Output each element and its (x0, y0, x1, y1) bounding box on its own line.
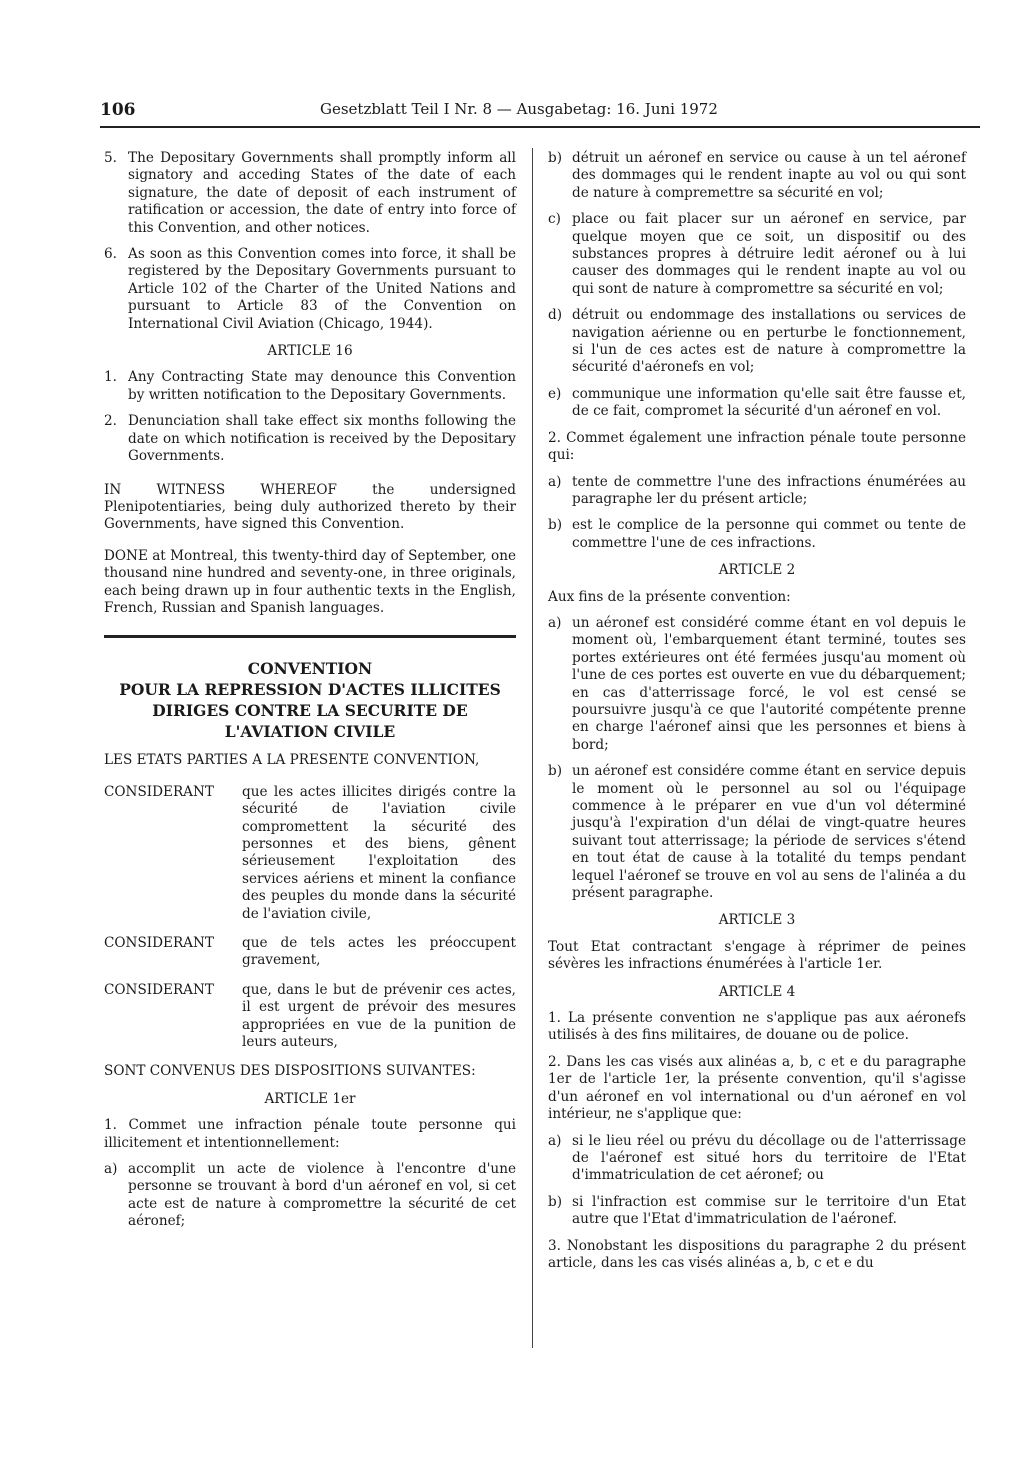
article-4-clause-3: 3. Nonobstant les dispositions du paragraphe 2 du présent article, dans les cas visés alinéas a, b, c et e du (548, 1237, 966, 1271)
article-2-item-a (548, 615, 966, 754)
article-2-intro: Aux fins de la présente convention: (548, 588, 791, 605)
item-text: communique une information qu'elle sait être fausse et, de ce fait, compromet la sécurité d'un aéronef en vol. (572, 385, 966, 420)
item-text: place ou fait placer sur un aéronef en service, par quelque moyen que ce soit, un dispositif ou des substances propres à détruire ledit aéronef ou à lui causer des dommages qui le rendent inapte au vol ou qui sont de nature à compromettre sa sécurité en vol; (572, 211, 966, 297)
clause-6 (104, 246, 516, 333)
done-paragraph: DONE at Montreal, this twenty-third day of September, one thousand nine hundred and seventy-one, in three originals, each being drawn up in four authentic texts in the English, French, Russian and Spanish languages. (104, 547, 516, 616)
page-header (100, 100, 980, 120)
considerant-1 (104, 784, 516, 923)
left-column (104, 150, 516, 1240)
article-1-item-c (548, 211, 966, 298)
article-16-heading: ARTICLE 16 (267, 343, 353, 360)
convention-title-line-2: POUR LA REPRESSION D'ACTES ILLICITES (119, 680, 501, 700)
item-letter: d) (548, 307, 563, 324)
article-4-clause-2-item-b (548, 1194, 966, 1229)
states-parties: LES ETATS PARTIES A LA PRESENTE CONVENTION, (104, 752, 480, 769)
considerant-label: CONSIDERANT (104, 783, 214, 800)
item-letter: b) (548, 1193, 563, 1210)
article-4-clause-2-item-a (548, 1133, 966, 1185)
clause-number: 1. (104, 369, 117, 386)
considerant-label: CONSIDERANT (104, 935, 214, 951)
item-letter: c) (548, 211, 561, 228)
article-1-heading: ARTICLE 1er (264, 1090, 356, 1107)
witness-paragraph: IN WITNESS WHEREOF the undersigned Plenipotentiaries, being duly authorized thereto by their Governments, have signed this Convention. (104, 481, 516, 533)
item-text: détruit ou endommage des installations ou services de navigation aérienne ou en perturbe le fonctionnement, si l'un de ces actes est de nature à compromettre la sécurité d'aéronefs en vol; (572, 307, 966, 376)
clause-number: 6. (104, 246, 117, 263)
article-4-clause-2: 2. Dans les cas visés aux alinéas a, b, c et e du paragraphe 1er de l'article 1er, la présente convention, qu'il s'agisse d'un aéronef en vol international ou d'un aéronef en vol intérieur, ne s'applique que: (548, 1053, 966, 1123)
considerant-text: que les actes illicites dirigés contre la sécurité de l'aviation civile compromettent la sécurité des personnes et des biens, gênent sérieusement l'exploitation des services aériens et minent la confiance des peuples du monde dans la sécurité de l'aviation civile, (242, 783, 516, 922)
convention-title (104, 658, 516, 742)
convention-title-line-3: DIRIGES CONTRE LA SECURITE DE (152, 701, 468, 721)
article-2-item-b (548, 763, 966, 902)
article-2-heading: ARTICLE 2 (718, 562, 796, 579)
article-3-heading: ARTICLE 3 (718, 912, 796, 929)
running-title: Gesetzblatt Teil I Nr. 8 — Ausgabetag: 16. Juni 1972 (320, 100, 718, 118)
clause-5 (104, 150, 516, 237)
article-1-clause-2: 2. Commet également une infraction pénale toute personne qui: (548, 429, 966, 464)
considerant-text: que, dans le but de prévenir ces actes, il est urgent de prévoir des mesures appropriées en vue de la punition de leurs auteurs, (242, 981, 516, 1051)
clause-number: 2. (104, 413, 117, 430)
clause-text: The Depositary Governments shall promptly inform all signatory and acceding States of the date of each signature, the date of deposit of each instrument of ratification or accession, the date of entry into force of this Convention, and other notices. (128, 150, 516, 236)
section-divider (104, 635, 516, 638)
page-number: 106 (100, 100, 136, 120)
article-1-item-a (104, 1161, 516, 1231)
convention-title-line-1: CONVENTION (247, 659, 373, 679)
item-letter: a) (104, 1161, 118, 1178)
convenus-line: SONT CONVENUS DES DISPOSITIONS SUIVANTES: (104, 1063, 476, 1080)
item-text: est le complice de la personne qui commet ou tente de commettre l'une de ces infractions. (572, 517, 966, 551)
item-text: un aéronef est considéré comme étant en vol depuis le moment où, l'embarquement étant terminé, toutes ses portes extérieures ont été fermées jusqu'au moment où l'une de ces portes est ouverte en vue du débarquement; en cas d'atterrissage forcé, le vol est censé se poursuivre jusqu'à ce que l'autorité compétente prenne en charge l'aéronef ainsi que les personnes et biens à bord; (572, 614, 966, 753)
article-16-clause-2 (104, 413, 516, 465)
item-letter: b) (548, 150, 563, 166)
item-letter: a) (548, 1132, 562, 1149)
considerant-3 (104, 982, 516, 1052)
article-4-heading: ARTICLE 4 (718, 983, 796, 1000)
considerant-2 (104, 935, 516, 970)
item-text: si l'infraction est commise sur le territoire d'un Etat autre que l'Etat d'immatriculation de l'aéronef. (572, 1193, 966, 1228)
item-letter: a) (548, 614, 562, 631)
considerant-text: que de tels actes les préoccupent gravement, (242, 935, 516, 969)
considerant-label: CONSIDERANT (104, 981, 214, 998)
item-letter: e) (548, 385, 562, 402)
header-rule (100, 126, 980, 128)
convention-title-line-4: L'AVIATION CIVILE (224, 722, 396, 742)
clause-number: 5. (104, 150, 117, 166)
item-text: un aéronef est considére comme étant en service depuis le moment où le personnel au sol ou l'équipage commence à le préparer en vue d'un vol déterminé jusqu'à l'expiration d'un délai de vingt-quatre heures suivant tout atterrissage; la période de services s'étend en tout état de cause à la totalité du temps pendant lequel l'aéronef se trouve en vol au sens de l'alinéa a du présent paragraphe. (572, 763, 966, 902)
column-divider (532, 148, 533, 1348)
item-letter: b) (548, 517, 563, 534)
item-text: accomplit un acte de violence à l'encontre d'une personne se trouvant à bord d'un aéronef en vol, si cet acte est de nature à compromettre la sécurité de cet aéronef; (128, 1161, 516, 1230)
clause-text: Any Contracting State may denounce this Convention by written notification to the Depositary Governments. (128, 369, 516, 403)
article-3-text: Tout Etat contractant s'engage à réprimer de peines sévères les infractions énumérées à l'article 1er. (548, 938, 966, 973)
item-text: si le lieu réel ou prévu du décollage ou de l'atterrissage de l'aéronef est situé hors du territoire de l'Etat d'immatriculation de cet aéronef; ou (572, 1132, 966, 1184)
item-letter: b) (548, 763, 563, 780)
clause-text: As soon as this Convention comes into force, it shall be registered by the Depositary Governments pursuant to Article 102 of the Charter of the United Nations and pursuant to Article 83 of the Convention on International Civil Aviation (Chicago, 1944). (128, 246, 516, 332)
article-1-clause-1: 1. Commet une infraction pénale toute personne qui illicitement et intentionnellement: (104, 1117, 516, 1151)
item-text: détruit un aéronef en service ou cause à un tel aéronef des dommages qui le rendent inapte au vol ou qui sont de nature à compremettre sa sécurité en vol; (572, 150, 966, 201)
article-1-item-d (548, 307, 966, 377)
article-1-item-b (548, 150, 966, 202)
article-4-clause-1: 1. La présente convention ne s'applique pas aux aéronefs utilisés à des fins militaires, de douane ou de police. (548, 1010, 966, 1044)
article-1-clause-2-item-a (548, 474, 966, 509)
article-16-clause-1 (104, 369, 516, 404)
article-1-clause-2-item-b (548, 517, 966, 552)
article-1-item-e (548, 386, 966, 421)
right-column (548, 150, 966, 1281)
clause-text: Denunciation shall take effect six months following the date on which notification is received by the Depositary Governments. (128, 413, 516, 465)
item-text: tente de commettre l'une des infractions énumérées au paragraphe ler du présent article; (572, 473, 966, 507)
item-letter: a) (548, 473, 562, 490)
